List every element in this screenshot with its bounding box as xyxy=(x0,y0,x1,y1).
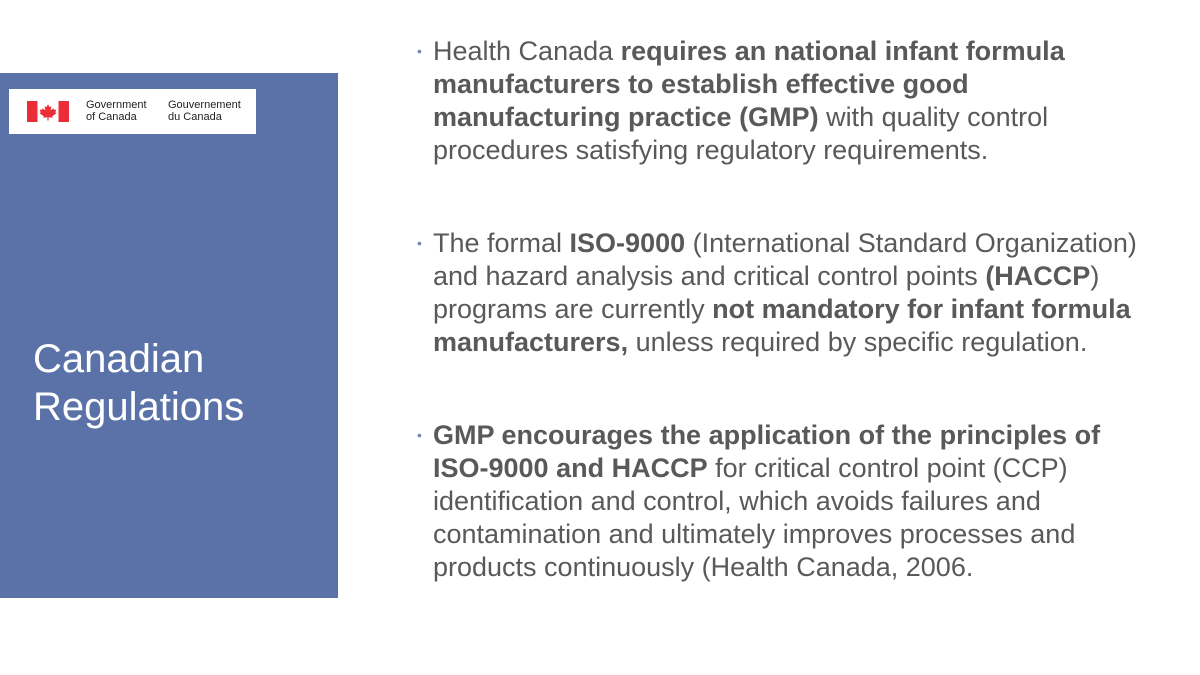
bullet-dot-icon: • xyxy=(417,43,422,59)
bullet-text xyxy=(433,228,1137,357)
bullet-segment: The formal xyxy=(433,228,570,258)
bullet-item xyxy=(414,419,1154,584)
bullet-segment-bold: not mandatory for infant formula manufacturers, xyxy=(433,294,1131,357)
logo-french-line1: Gouvernement xyxy=(168,99,241,111)
slide-title xyxy=(33,335,244,431)
bullet-segment: unless required by specific regulation. xyxy=(628,327,1088,357)
bullet-segment: for critical control point (CCP) identification and control, which avoids failures and contamination and ultimately improves processes and products continuously (Health Canada, 2006. xyxy=(433,453,1076,582)
bullet-segment-bold: requires an national infant formula manufacturers to establish effective good manufacturing practice (GMP) xyxy=(433,36,1065,132)
bullet-text xyxy=(433,420,1100,582)
bullet-segment: with quality control procedures satisfying regulatory requirements. xyxy=(433,102,1049,165)
bullet-segment: (International Standard Organization) and hazard analysis and critical control points xyxy=(433,228,1137,291)
bullet-list xyxy=(414,35,1154,584)
bullet-dot-icon: • xyxy=(417,427,422,443)
slide-title-line2: Regulations xyxy=(33,385,245,429)
title-panel xyxy=(0,73,338,598)
bullet-segment-bold: GMP encourages the application of the principles of ISO-9000 and HACCP xyxy=(433,420,1101,483)
bullet-dot-icon: • xyxy=(417,235,422,251)
logo-english-line2: of Canada xyxy=(86,111,137,123)
bullet-text xyxy=(433,36,1065,165)
bullet-item xyxy=(414,227,1154,359)
bullet-segment-bold: (HACCP xyxy=(985,261,1091,291)
bullet-segment-bold: ISO-9000 xyxy=(569,228,686,258)
logo-french-text xyxy=(168,99,241,123)
bullet-segment: Health Canada xyxy=(433,36,621,66)
logo-french-line2: du Canada xyxy=(168,111,222,123)
canada-flag-icon xyxy=(27,101,69,122)
logo-english-line1: Government xyxy=(86,99,147,111)
logo-english-text xyxy=(86,99,147,123)
slide-title-line1: Canadian xyxy=(33,337,205,381)
government-of-canada-logo xyxy=(9,89,256,134)
bullet-item xyxy=(414,35,1154,167)
bullet-segment: ) programs are currently xyxy=(433,261,1100,324)
